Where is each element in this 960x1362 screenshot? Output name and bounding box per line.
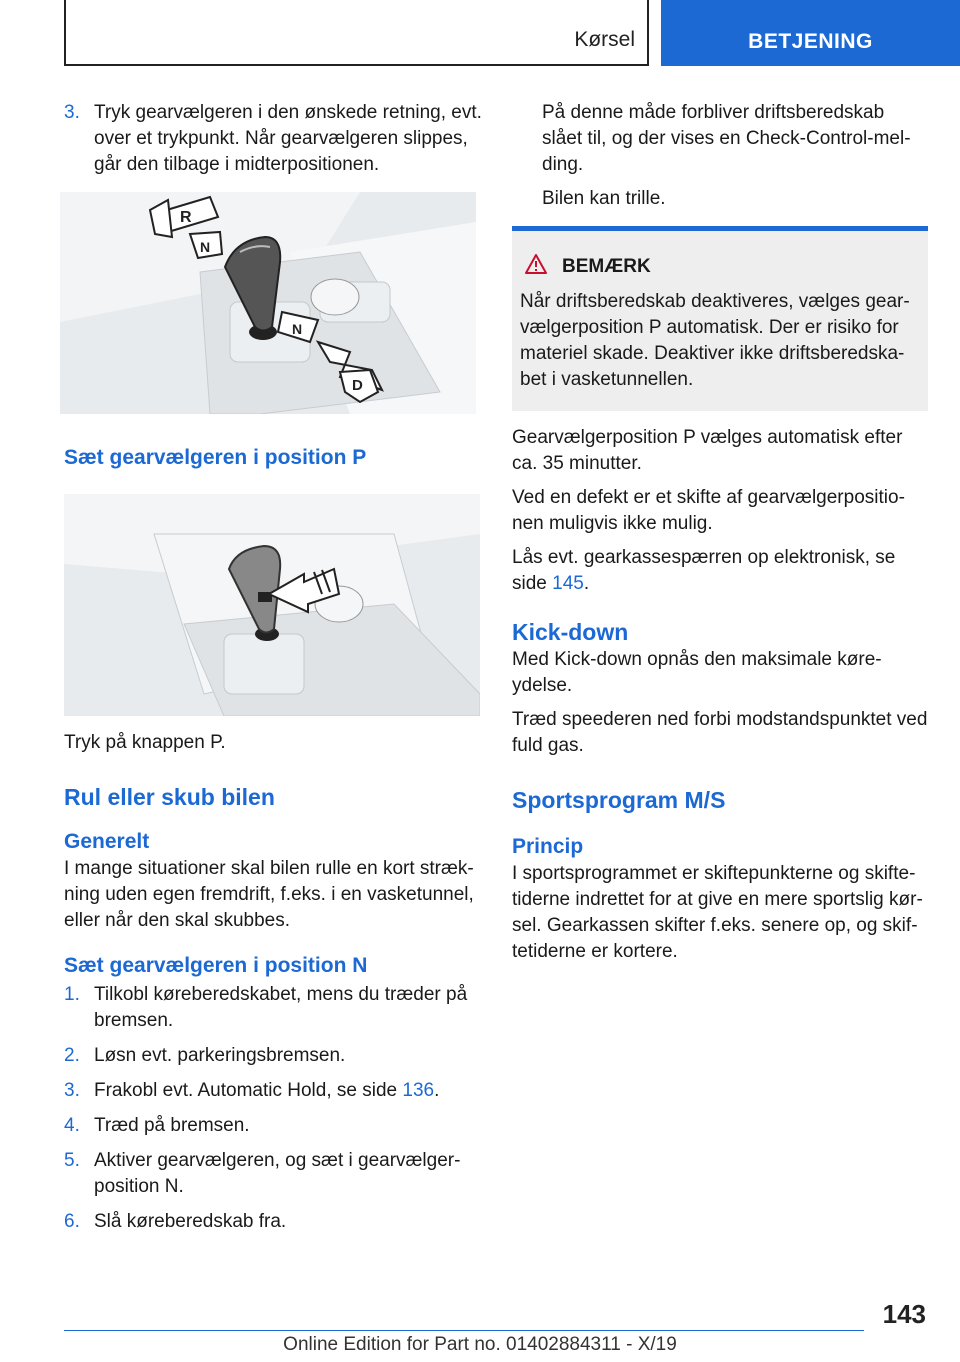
header-section-title: Kørsel	[574, 28, 635, 51]
heading-position-n: Sæt gearvælgeren i position N	[64, 954, 368, 977]
step-text: Træd på bremsen.	[94, 1115, 250, 1136]
left-column	[64, 100, 482, 1244]
mark-r: R	[180, 209, 192, 226]
mark-n-upper: N	[200, 239, 211, 255]
header-chapter-box	[661, 0, 960, 66]
heading-principle: Princip	[512, 835, 584, 858]
step-number: 1.	[64, 984, 80, 1005]
right-column	[512, 100, 928, 973]
step-list-n	[64, 982, 482, 1235]
list-item	[64, 1043, 482, 1069]
heading-roll-push: Rul eller skub bilen	[64, 784, 275, 810]
step-text-end: .	[434, 1080, 440, 1101]
page-link-145[interactable]: 145	[552, 573, 584, 594]
continued-text-1: På denne måde forbliver driftsberedskab slået til, og der vises en Check-Control-melding.	[542, 102, 911, 175]
heading-sport-program: Sportsprogram M/S	[512, 787, 726, 813]
header-section-box	[64, 0, 649, 66]
list-item	[64, 1078, 482, 1104]
step-text: Tilkobl køreberedskabet, mens du træder på bremsen.	[94, 984, 468, 1031]
figure-p-button	[64, 494, 480, 716]
step-number: 4.	[64, 1115, 80, 1136]
step-text: Løsn evt. parkeringsbremsen.	[94, 1045, 346, 1066]
mark-d: D	[352, 377, 363, 394]
notice-title: BEMÆRK	[562, 256, 651, 277]
step-text: Tryk gearvælgeren i den ønskede retning, evt. over et trykpunkt. Når gearvælgeren slippes, går den tilbage i midterpositionen.	[94, 102, 482, 175]
warning-triangle-icon	[524, 253, 548, 281]
step-number: 3.	[64, 102, 80, 123]
page-link-136[interactable]: 136	[402, 1080, 435, 1101]
general-text: I mange situationer skal bilen rulle en kort strækning uden egen fremdrift, f.eks. i en vasketunnel, eller når den skal skubbes.	[64, 858, 474, 931]
list-item	[64, 1148, 482, 1200]
list-item	[64, 1113, 482, 1139]
list-item	[64, 982, 482, 1034]
list-item	[64, 100, 482, 178]
unlock-text-end: .	[583, 573, 590, 594]
heading-general: Generelt	[64, 830, 150, 853]
step-text: Aktiver gearvælgeren, og sæt i gearvælgerposition N.	[94, 1150, 461, 1197]
list-item	[64, 1209, 482, 1235]
kick-down-text-1: Med Kick-down opnås den maksimale køreydelse.	[512, 649, 882, 696]
step-text: Slå køreberedskab fra.	[94, 1211, 287, 1232]
notice-text: Når driftsberedskab deaktiveres, vælges gearvælgerposition P automatisk. Der er risiko for materiel skade. Deaktiver ikke driftsberedskabet i vasketunnellen.	[520, 291, 910, 390]
heading-position-p: Sæt gearvælgeren i position P	[64, 446, 367, 469]
continued-step	[512, 100, 928, 212]
notice-box	[512, 226, 928, 411]
step-list-top	[64, 100, 482, 178]
continued-text-2: Bilen kan trille.	[542, 188, 666, 209]
unlock-text	[512, 545, 928, 597]
step-number: 6.	[64, 1211, 80, 1232]
page-header	[64, 0, 960, 66]
header-chapter-title: BETJENING	[748, 30, 873, 53]
mark-n-lower: N	[292, 321, 303, 337]
defect-text: Ved en defekt er et skifte af gearvælgerpositionen muligvis ikke mulig.	[512, 487, 905, 534]
unlock-text-main: Lås evt. gearkassespærren op elektronisk, se side	[512, 547, 896, 594]
step-number: 3.	[64, 1080, 80, 1101]
step-number: 2.	[64, 1045, 80, 1066]
press-p-text: Tryk på knappen P.	[64, 732, 226, 753]
step-number: 5.	[64, 1150, 80, 1171]
heading-kick-down: Kick-down	[512, 619, 629, 645]
principle-text: I sportsprogrammet er skiftepunkterne og skiftetiderne indrettet for at give en mere sportslig kørsel. Gearkassen skifter f.eks. senere op, og skiftetiderne er kortere.	[512, 863, 923, 962]
kick-down-text-2: Træd speederen ned forbi modstandspunktet ved fuld gas.	[512, 709, 928, 756]
footer-edition: Online Edition for Part no. 01402884311 - X/19	[283, 1334, 677, 1355]
page-number: 143	[882, 1299, 926, 1329]
gear-selector-illustration	[60, 192, 476, 414]
notice-title-row	[520, 253, 920, 281]
auto-p-text: Gearvælgerposition P vælges automatisk efter ca. 35 minutter.	[512, 427, 903, 474]
p-button-illustration	[64, 494, 480, 716]
step-text: Frakobl evt. Automatic Hold, se side	[94, 1080, 403, 1101]
figure-gear-selector-directions	[60, 192, 476, 414]
footer-divider	[64, 1330, 864, 1331]
